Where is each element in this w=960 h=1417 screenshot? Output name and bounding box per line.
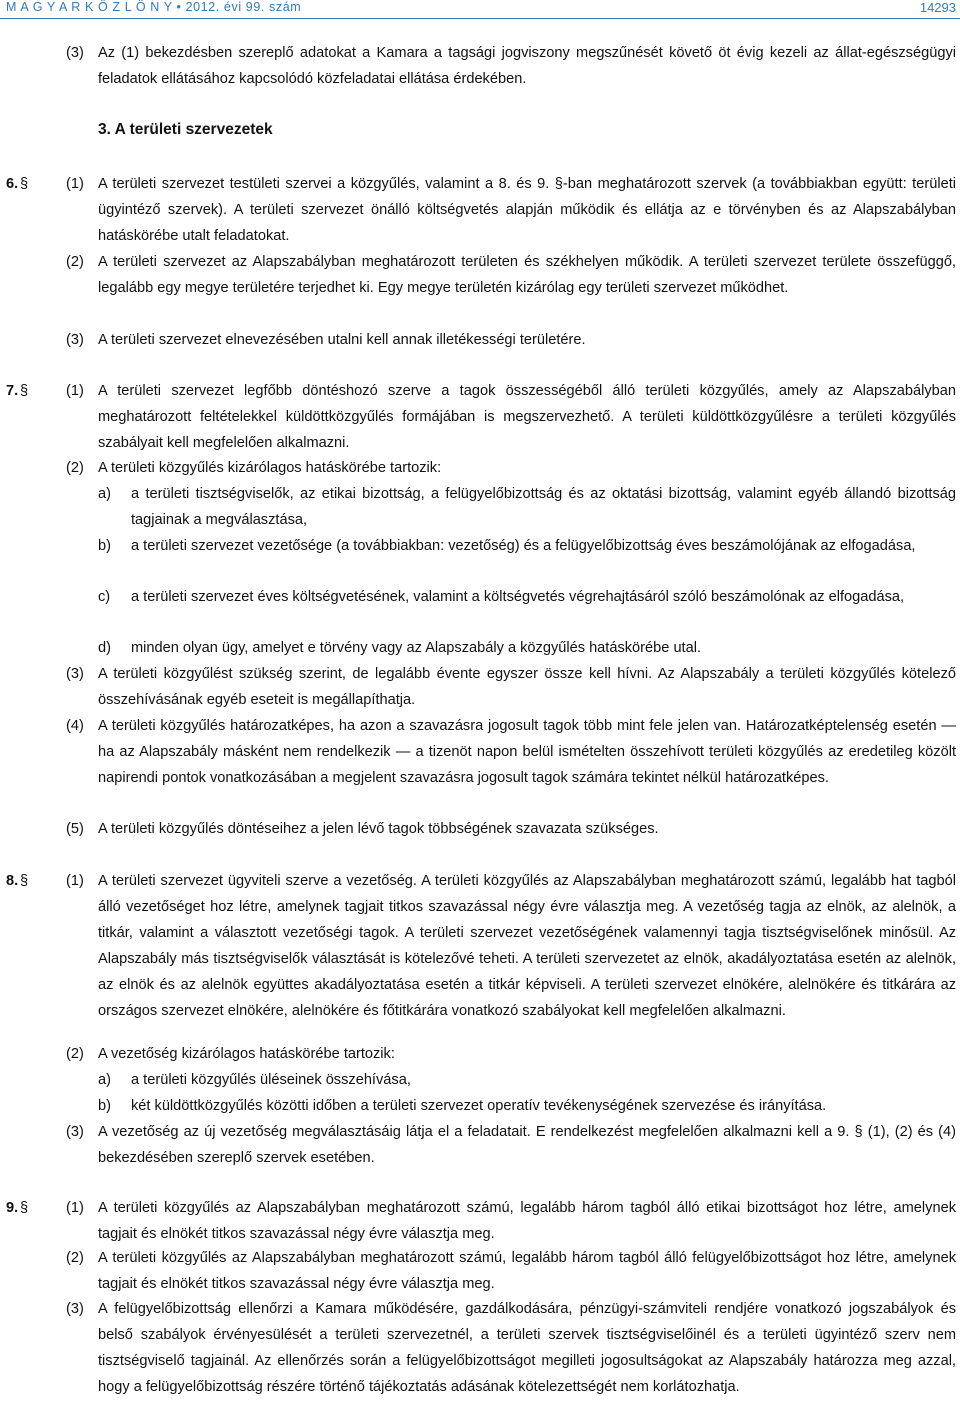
list-item-text: a területi szervezet vezetősége (a továbbiakban: vezetőség) és a felügyelőbizottság éves beszámolójának az elfogadása, [131, 538, 916, 554]
page-number: 14293 [919, 0, 956, 15]
paragraph-label: (3) [66, 45, 84, 61]
section-sign: § [20, 176, 29, 192]
list-label: b) [98, 1098, 111, 1114]
paragraph-text: A területi szervezet az Alapszabályban meghatározott területen és székhelyen működik. A területi szervezet területe összefüggő, legalább egy megye területére terjedhet ki. Egy megye területén kizárólag egy területi szervezet működhet. [98, 254, 956, 296]
paragraph-text: A vezetőség az új vezetőség megválasztásáig látja el a feladatait. E rendelkezést megfelelően alkalmazni kell a 9. § (1), (2) és (4) bekezdésében szereplő szervek esetében. [98, 1124, 956, 1166]
paragraph-label: (1) [66, 383, 84, 399]
list-label: b) [98, 538, 111, 554]
paragraph-text: A területi közgyűlés az Alapszabályban meghatározott számú, legalább három tagból álló etikai bizottságot hoz létre, amelynek tagjait és elnökét titkos szavazással négy évre választja meg. [98, 1200, 956, 1242]
section-number: 8. [6, 873, 19, 889]
paragraph-label: (3) [66, 1124, 84, 1140]
publication-title: M A G Y A R K Ö Z L Ö N Y • 2012. évi 99. szám [6, 0, 302, 14]
paragraph-text: A területi közgyűlést szükség szerint, de legalább évente egyszer össze kell hívni. Az Alapszabály a területi közgyűlés kötelező összehívásának egyéb eseteit is megállapíthatja. [98, 666, 956, 708]
paragraph-text: A területi közgyűlés határozatképes, ha azon a szavazásra jogosult tagok több mint fele jelen van. Határozatképtelenség esetén — ha az Alapszabály másként nem rendelkezik — a tizenöt napon belül ismételten összehívott területi közgyűlés az eredetileg közölt napirendi pontok vonatkozásában a megjelent szavazásra jogosult tagok számára tekintet nélkül határozatképes. [98, 718, 956, 786]
paragraph-label: (4) [66, 718, 84, 734]
list-label: a) [98, 1072, 111, 1088]
paragraph-label: (3) [66, 332, 84, 348]
paragraph-text: A területi szervezet legfőbb döntéshozó szerve a tagok összességéből álló területi közgyűlés, amely az Alapszabályban meghatározott feltételekkel küldöttközgyűlés formájában is megszervezhető. A területi küldöttközgyűlésre a területi közgyűlés szabályait kell megfelelően alkalmazni. [98, 383, 956, 451]
paragraph-text: A területi közgyűlés kizárólagos hatáskörébe tartozik: [98, 460, 442, 476]
paragraph-text: Az (1) bekezdésben szereplő adatokat a Kamara a tagsági jogviszony megszűnését követő öt évig kezeli az állat-egészségügyi feladatok ellátásához kapcsolódó közfeladatai ellátása érdekében. [98, 45, 956, 87]
paragraph-label: (5) [66, 821, 84, 837]
section-sign: § [20, 1200, 29, 1216]
list-item-text: a területi közgyűlés üléseinek összehívása, [131, 1072, 411, 1088]
list-label: d) [98, 640, 111, 656]
paragraph-label: (2) [66, 254, 84, 270]
paragraph-label: (1) [66, 1200, 84, 1216]
list-item-text: a területi szervezet éves költségvetésének, valamint a költségvetés végrehajtásáról szóló beszámolónak az elfogadása, [131, 589, 905, 605]
section-number: 6. [6, 176, 19, 192]
paragraph-text: A területi szervezet elnevezésében utalni kell annak illetékességi területére. [98, 332, 586, 348]
section-heading: 3. A területi szervezetek [98, 121, 273, 138]
list-label: a) [98, 486, 111, 502]
section-sign: § [20, 873, 29, 889]
section-number: 7. [6, 383, 19, 399]
paragraph-label: (3) [66, 1301, 84, 1317]
paragraph-label: (1) [66, 873, 84, 889]
paragraph-label: (2) [66, 460, 84, 476]
paragraph-text: A területi szervezet ügyviteli szerve a vezetőség. A területi közgyűlés az Alapszabályban meghatározott számú, legalább hat tagból álló vezetőséget hoz létre, amelynek tagjait titkos szavazással négy évre választja meg. A vezetőség tagja az elnök, az alelnök, a titkár, valamint a választott vezetőségi tagok. A területi szervezet vezetőségének valamennyi tagja tisztségviselőnek minősül. Az Alapszabály más tisztségviselők választását is kötelezővé teheti. A területi szervezetet az elnök, akadályoztatása esetén az alelnök, az elnök és az alelnök együttes akadályoztatása esetén a titkár képviseli. A területi szervezet elnökére, alelnökére és titkárára az országos szervezet elnökére, alelnökére és főtitkárára vonatkozó szabályokat kell megfelelően alkalmazni. [98, 873, 956, 1019]
paragraph-text: A felügyelőbizottság ellenőrzi a Kamara működésére, gazdálkodására, pénzügyi-számviteli rendjére vonatkozó jogszabályok és belső szabályok érvényesülését a területi szervezetnél, a területi szervek tisztségviselőinél és a területi ügyintéző szerv nem tisztségviselő tagjainál. Az ellenőrzés során a felügyelőbizottságot megilleti jogosultságokat az Alapszabály határozza meg azzal, hogy a felügyelőbizottság részére történő tájékoztatás adásának kötelezettségét nem korlátozhatja. [98, 1301, 956, 1395]
paragraph-text: A területi szervezet testületi szervei a közgyűlés, valamint a 8. és 9. §-ban meghatározott szervek (a továbbiakban együtt: területi ügyintéző szervek). A területi szervezet önálló költségvetés alapján működik és ellátja az e törvényben és az Alapszabályban hatáskörébe utalt feladatokat. [98, 176, 956, 244]
paragraph-text: A vezetőség kizárólagos hatáskörébe tartozik: [98, 1046, 395, 1062]
paragraph-label: (2) [66, 1250, 84, 1266]
section-number: 9. [6, 1200, 19, 1216]
list-item-text: a területi tisztségviselők, az etikai bizottság, a felügyelőbizottság és az oktatási bizottság, valamint egyéb állandó bizottság tagjainak a megválasztása, [131, 486, 956, 528]
section-sign: § [20, 383, 29, 399]
paragraph-text: A területi közgyűlés az Alapszabályban meghatározott számú, legalább három tagból álló felügyelőbizottságot hoz létre, amelynek tagjait és elnökét titkos szavazással négy évre választja meg. [98, 1250, 956, 1292]
list-label: c) [98, 589, 111, 605]
header-divider [0, 18, 960, 19]
paragraph-label: (2) [66, 1046, 84, 1062]
paragraph-label: (3) [66, 666, 84, 682]
paragraph-label: (1) [66, 176, 84, 192]
page-header [0, 0, 960, 20]
list-item-text: két küldöttközgyűlés közötti időben a területi szervezet operatív tevékenységének szervezése és irányítása. [131, 1098, 827, 1114]
list-item-text: minden olyan ügy, amelyet e törvény vagy az Alapszabály a közgyűlés hatáskörébe utal. [131, 640, 702, 656]
paragraph-text: A területi közgyűlés döntéseihez a jelen lévő tagok többségének szavazata szükséges. [98, 821, 659, 837]
